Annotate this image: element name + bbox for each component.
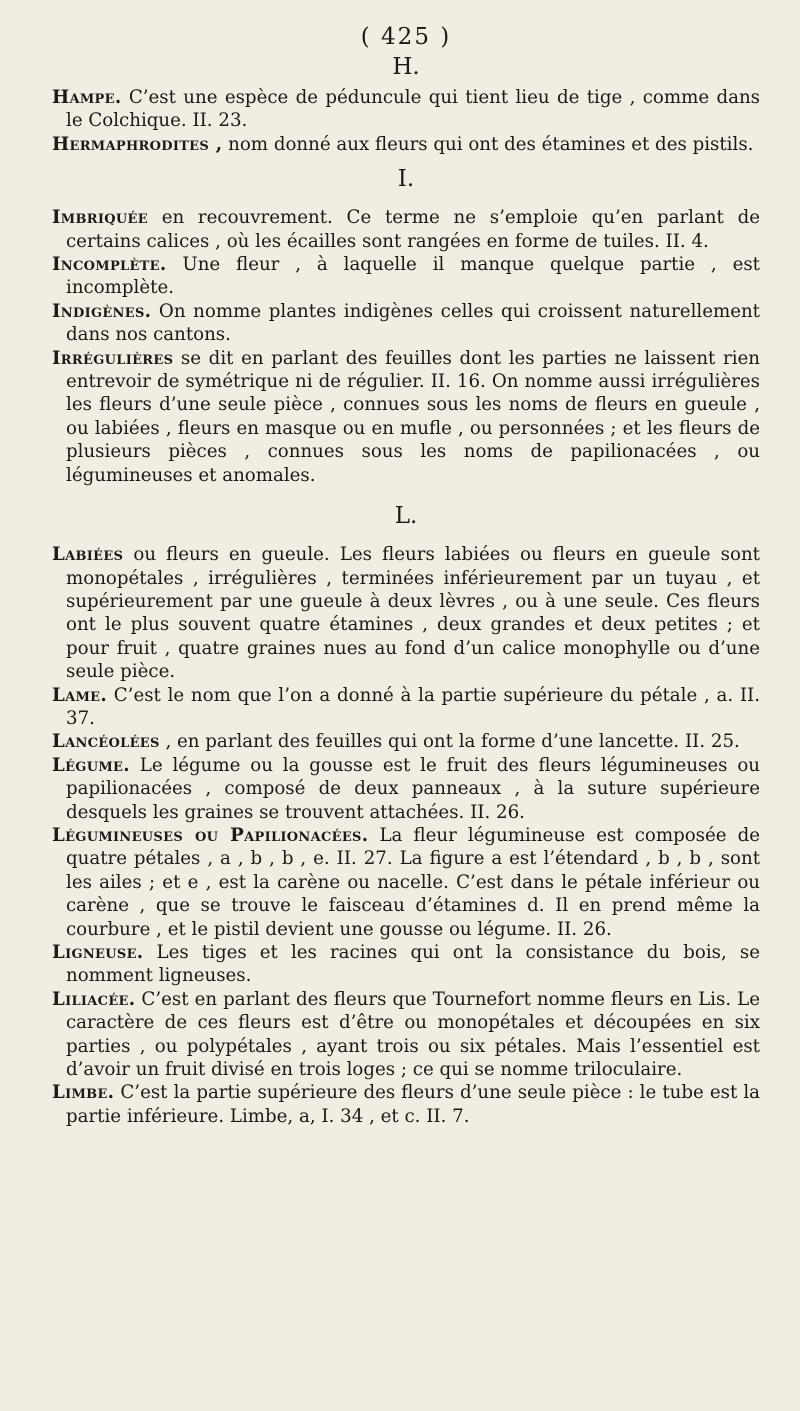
entry-term: Labiées (52, 544, 124, 566)
section-letter-h: H. (392, 54, 420, 80)
entry-text: , en parlant des feuilles qui ont la forme d’une lancette. II. 25. (159, 731, 740, 753)
entry-term: Lancéolées (52, 731, 160, 753)
entry-hermaphrodites (52, 133, 760, 156)
entry-ligneuse (52, 941, 760, 988)
dictionary-page (52, 22, 760, 1128)
entry-text: se dit en parlant des feuilles dont les parties ne laissent rien entrevoir de symétrique ni de régulier. II. 16. On nomme aussi irrégulières les fleurs d’une seule pièce , connues sous les noms de fleurs en gueule , ou labiées , fleurs en masque ou en mufle , ou personnées ; et les fleurs de plusieurs pièces , connues sous les noms de papilionacées , ou légumineuses et anomales. (66, 347, 760, 486)
section-letter-l: L. (394, 503, 418, 530)
entry-term: Incomplète. (52, 254, 167, 276)
entry-text: Les tiges et les racines qui ont la consistance du bois, se nomment ligneuses. (66, 942, 760, 987)
entry-term: Ligneuse. (52, 942, 144, 963)
entry-text: C’est en parlant des fleurs que Tournefort nomme fleurs en Lis. Le caractère de ces fleurs est d’être ou monopétales et découpées en six parties , ou polypétales , ayant trois ou six pétales. Mais l’essentiel est d’avoir un fruit divisé en trois loges ; ce qui se nomme triloculaire. (66, 988, 760, 1081)
entry-text: nom donné aux fleurs qui ont des étamines et des pistils. (222, 133, 754, 155)
entry-term: Légume. (52, 754, 130, 776)
entry-term: Irrégulières (52, 347, 174, 369)
page-number: ( 425 ) (360, 24, 452, 50)
entry-lame (52, 684, 760, 731)
entry-term: Légumineuses ou Papilionacées. (52, 824, 369, 846)
entry-term: Limbe. (52, 1082, 115, 1104)
entry-indigenes (52, 300, 760, 347)
entry-term: Imbriquée (52, 207, 148, 229)
entry-text: Une fleur , à laquelle il manque quelque partie , est incomplète. (66, 254, 760, 299)
entry-term: Hermaphrodites , (52, 133, 223, 155)
entry-legume (52, 754, 760, 824)
entry-text: C’est une espèce de péduncule qui tient lieu de tige , comme dans le Colchique. II. 23. (66, 87, 760, 132)
entry-text: ou fleurs en gueule. Les fleurs labiées ou fleurs en gueule sont monopétales , irrégulières , terminées inférieurement par un tuyau , et supérieurement par une gueule à deux lèvres , ou à une seule. Ces fleurs ont le plus souvent quatre étamines , deux grandes et deux petites ; et pour fruit , quatre graines nues au fond d’un calice monophylle ou d’une seule pièce. (66, 544, 760, 683)
section-letter-i: I. (397, 166, 415, 193)
entry-term: Indigènes. (52, 300, 152, 322)
entry-labiees (52, 543, 760, 683)
entry-term: Lame. (52, 684, 108, 706)
entry-liliacee (52, 988, 760, 1082)
entry-limbe (52, 1081, 760, 1128)
entry-legumineuses (52, 824, 760, 941)
entry-term: Liliacée. (52, 988, 136, 1010)
entry-text: en recouvrement. Ce terme ne s’emploie qu’en parlant de certains calices , où les écailles sont rangées en forme de tuiles. II. 4. (66, 207, 760, 252)
entry-text: La fleur légumineuse est composée de quatre pétales , a , b , b , e. II. 27. La figure a est l’étendard , b , b , sont les ailes ; et e , est la carène ou nacelle. C’est dans le pétale inférieur ou carène , que se trouve le faisceau d’étamines d. Il en prend même la courbure , et le pistil devient une gousse ou légume. II. 26. (66, 824, 761, 940)
entry-text: Le légume ou la gousse est le fruit des fleurs légumineuses ou papilionacées , composé de deux panneaux , à la suture supérieure desquels les graines se trouvent attachées. II. 26. (66, 754, 760, 823)
entry-lanceolees (52, 730, 760, 753)
entry-incomplete (52, 253, 760, 300)
entry-hampe (52, 86, 760, 133)
entry-text: C’est le nom que l’on a donné à la partie supérieure du pétale , a. II. 37. (66, 684, 760, 729)
entry-text: C’est la partie supérieure des fleurs d’une seule pièce : le tube est la partie inférieure. Limbe, a, I. 34 , et c. II. 7. (66, 1082, 760, 1127)
entry-term: Hampe. (52, 87, 122, 108)
entry-imbriquee (52, 206, 760, 253)
entry-text: On nomme plantes indigènes celles qui croissent naturellement dans nos cantons. (66, 300, 760, 346)
entry-irregulieres (52, 347, 760, 487)
